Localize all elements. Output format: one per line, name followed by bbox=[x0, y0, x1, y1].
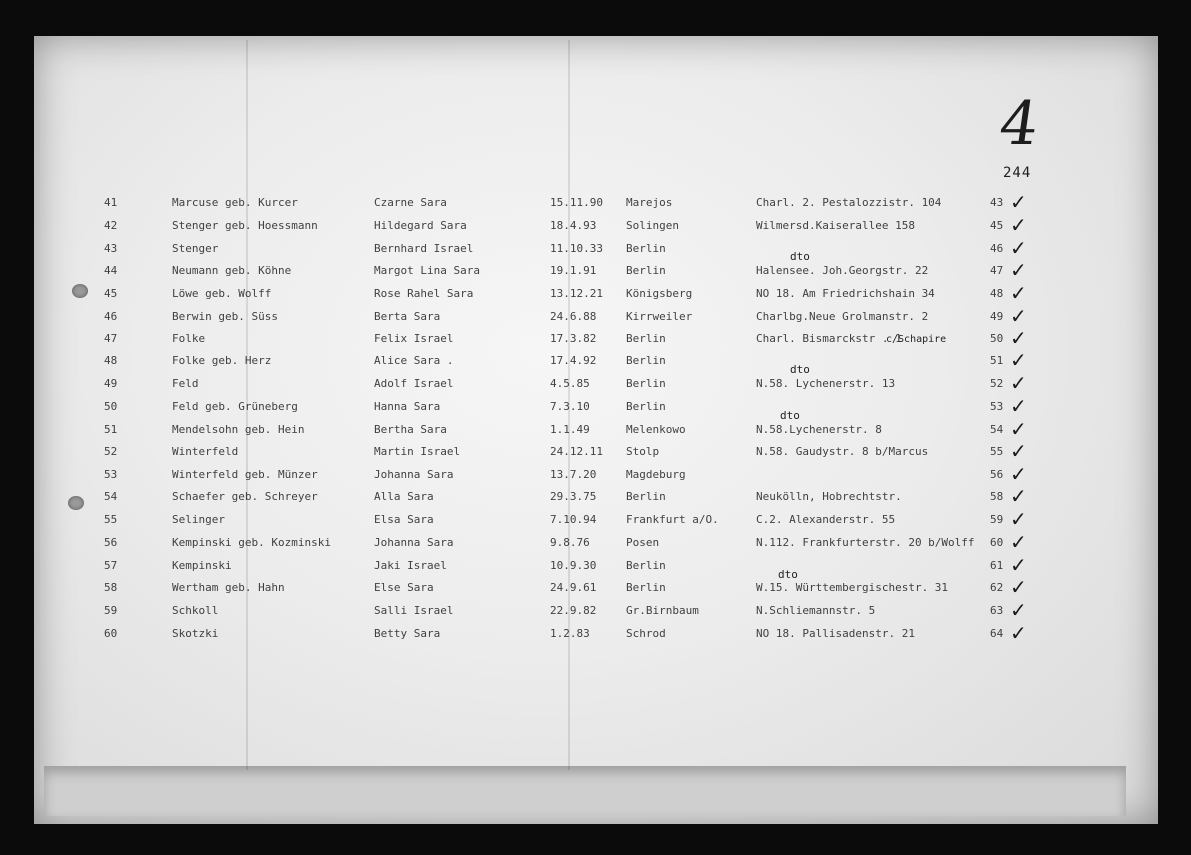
row-number: 60 bbox=[104, 627, 118, 640]
first-name: Bernhard Israel bbox=[374, 242, 474, 255]
page-number: 244 bbox=[1003, 165, 1032, 181]
row-number: 52 bbox=[104, 445, 118, 458]
address: Charl. 2. Pestalozzistr. 104 bbox=[756, 196, 942, 209]
row-number: 51 bbox=[104, 423, 118, 436]
first-name: Jaki Israel bbox=[374, 559, 447, 572]
birth-date: 11.10.33 bbox=[550, 242, 603, 255]
reference-number: 61 bbox=[990, 559, 1004, 572]
address: Wilmersd.Kaiserallee 158 bbox=[756, 219, 915, 232]
birth-place: Berlin bbox=[626, 559, 666, 572]
birth-date: 17.3.82 bbox=[550, 332, 597, 345]
address: Charl. Bismarckstr . 1 bbox=[756, 332, 902, 345]
birth-place: Schrod bbox=[626, 627, 666, 640]
birth-place: Stolp bbox=[626, 445, 660, 458]
row-number: 42 bbox=[104, 219, 118, 232]
birth-date: 1.1.49 bbox=[550, 423, 590, 436]
address: NO 18. Am Friedrichshain 34 bbox=[756, 287, 935, 300]
checkmark-icon: ✓ bbox=[1010, 213, 1027, 237]
reference-number: 62 bbox=[990, 581, 1004, 594]
surname: Feld geb. Grüneberg bbox=[172, 400, 298, 413]
first-name: Margot Lina Sara bbox=[374, 264, 480, 277]
reference-number: 51 bbox=[990, 354, 1004, 367]
first-name: Hanna Sara bbox=[374, 400, 441, 413]
row-number: 43 bbox=[104, 242, 118, 255]
surname: Folke geb. Herz bbox=[172, 354, 272, 367]
address: Charlbg.Neue Grolmanstr. 2 bbox=[756, 310, 929, 323]
surname: Marcuse geb. Kurcer bbox=[172, 196, 298, 209]
checkmark-icon: ✓ bbox=[1010, 598, 1027, 622]
reference-number: 53 bbox=[990, 400, 1004, 413]
birth-place: Königsberg bbox=[626, 287, 693, 300]
surname: Kempinski geb. Kozminski bbox=[172, 536, 331, 549]
row-number: 56 bbox=[104, 536, 118, 549]
birth-date: 24.6.88 bbox=[550, 310, 597, 323]
surname: Folke bbox=[172, 332, 206, 345]
first-name: Alice Sara . bbox=[374, 354, 454, 367]
address: N.Schliemannstr. 5 bbox=[756, 604, 876, 617]
checkmark-icon: ✓ bbox=[1010, 236, 1027, 260]
birth-date: 24.9.61 bbox=[550, 581, 597, 594]
table-row bbox=[0, 621, 1191, 647]
first-name: Berta Sara bbox=[374, 310, 441, 323]
first-name: Johanna Sara bbox=[374, 468, 454, 481]
first-name: Martin Israel bbox=[374, 445, 461, 458]
sheet-shadow-edge bbox=[44, 766, 1126, 816]
surname: Schkoll bbox=[172, 604, 219, 617]
birth-place: Posen bbox=[626, 536, 660, 549]
row-number: 47 bbox=[104, 332, 118, 345]
birth-date: 18.4.93 bbox=[550, 219, 597, 232]
surname: Feld bbox=[172, 377, 199, 390]
surname: Kempinski bbox=[172, 559, 232, 572]
first-name: Adolf Israel bbox=[374, 377, 454, 390]
birth-place: Gr.Birnbaum bbox=[626, 604, 699, 617]
checkmark-icon: ✓ bbox=[1010, 462, 1027, 486]
birth-date: 9.8.76 bbox=[550, 536, 590, 549]
surname: Winterfeld geb. Münzer bbox=[172, 468, 318, 481]
first-name: Salli Israel bbox=[374, 604, 454, 617]
birth-place: Berlin bbox=[626, 581, 666, 594]
birth-date: 10.9.30 bbox=[550, 559, 597, 572]
birth-date: 22.9.82 bbox=[550, 604, 597, 617]
birth-date: 19.1.91 bbox=[550, 264, 597, 277]
first-name: Else Sara bbox=[374, 581, 434, 594]
surname: Schaefer geb. Schreyer bbox=[172, 490, 318, 503]
first-name: Rose Rahel Sara bbox=[374, 287, 474, 300]
checkmark-icon: ✓ bbox=[1010, 530, 1027, 554]
birth-date: 15.11.90 bbox=[550, 196, 603, 209]
surname: Mendelsohn geb. Hein bbox=[172, 423, 305, 436]
checkmark-icon: ✓ bbox=[1010, 394, 1027, 418]
birth-place: Marejos bbox=[626, 196, 673, 209]
address: N.112. Frankfurterstr. 20 b/Wolff bbox=[756, 536, 975, 549]
reference-number: 47 bbox=[990, 264, 1004, 277]
birth-date: 17.4.92 bbox=[550, 354, 597, 367]
row-number: 41 bbox=[104, 196, 118, 209]
first-name: Betty Sara bbox=[374, 627, 441, 640]
reference-number: 49 bbox=[990, 310, 1004, 323]
reference-number: 63 bbox=[990, 604, 1004, 617]
row-number: 59 bbox=[104, 604, 118, 617]
first-name: Bertha Sara bbox=[374, 423, 447, 436]
surname: Löwe geb. Wolff bbox=[172, 287, 272, 300]
birth-place: Berlin bbox=[626, 242, 666, 255]
checkmark-icon: ✓ bbox=[1010, 439, 1027, 463]
birth-place: Berlin bbox=[626, 354, 666, 367]
surname: Stenger bbox=[172, 242, 219, 255]
birth-place: Frankfurt a/O. bbox=[626, 513, 719, 526]
birth-place: Kirrweiler bbox=[626, 310, 693, 323]
address: N.58. Gaudystr. 8 b/Marcus bbox=[756, 445, 929, 458]
checkmark-icon: ✓ bbox=[1010, 348, 1027, 372]
birth-place: Berlin bbox=[626, 332, 666, 345]
checkmark-icon: ✓ bbox=[1010, 258, 1027, 282]
row-number: 53 bbox=[104, 468, 118, 481]
birth-date: 24.12.11 bbox=[550, 445, 603, 458]
first-name: Johanna Sara bbox=[374, 536, 454, 549]
checkmark-icon: ✓ bbox=[1010, 484, 1027, 508]
ditto-mark: dto bbox=[780, 409, 800, 422]
birth-place: Berlin bbox=[626, 490, 666, 503]
surname: Skotzki bbox=[172, 627, 219, 640]
birth-date: 7.10.94 bbox=[550, 513, 597, 526]
reference-number: 48 bbox=[990, 287, 1004, 300]
checkmark-icon: ✓ bbox=[1010, 371, 1027, 395]
checkmark-icon: ✓ bbox=[1010, 575, 1027, 599]
checkmark-icon: ✓ bbox=[1010, 281, 1027, 305]
address-note: c/Schapire bbox=[886, 334, 947, 345]
ditto-mark: dto bbox=[790, 363, 810, 376]
first-name: Alla Sara bbox=[374, 490, 434, 503]
row-number: 58 bbox=[104, 581, 118, 594]
birth-date: 7.3.10 bbox=[550, 400, 590, 413]
birth-place: Solingen bbox=[626, 219, 679, 232]
birth-date: 13.12.21 bbox=[550, 287, 603, 300]
surname: Selinger bbox=[172, 513, 225, 526]
checkmark-icon: ✓ bbox=[1010, 417, 1027, 441]
row-number: 50 bbox=[104, 400, 118, 413]
first-name: Czarne Sara bbox=[374, 196, 447, 209]
reference-number: 52 bbox=[990, 377, 1004, 390]
first-name: Hildegard Sara bbox=[374, 219, 467, 232]
reference-number: 64 bbox=[990, 627, 1004, 640]
row-number: 49 bbox=[104, 377, 118, 390]
ditto-mark: dto bbox=[790, 250, 810, 263]
birth-date: 13.7.20 bbox=[550, 468, 597, 481]
birth-place: Magdeburg bbox=[626, 468, 686, 481]
checkmark-icon: ✓ bbox=[1010, 621, 1027, 645]
reference-number: 56 bbox=[990, 468, 1004, 481]
address: C.2. Alexanderstr. 55 bbox=[756, 513, 896, 526]
checkmark-icon: ✓ bbox=[1010, 326, 1027, 350]
reference-number: 54 bbox=[990, 423, 1004, 436]
birth-date: 29.3.75 bbox=[550, 490, 597, 503]
reference-number: 55 bbox=[990, 445, 1004, 458]
row-number: 45 bbox=[104, 287, 118, 300]
handwritten-page-mark: 4 bbox=[995, 89, 1044, 159]
surname: Winterfeld bbox=[172, 445, 239, 458]
address: N.58. Lychenerstr. 13 bbox=[756, 377, 896, 390]
address: Halensee. Joh.Georgstr. 22 bbox=[756, 264, 929, 277]
birth-place: Berlin bbox=[626, 400, 666, 413]
surname: Neumann geb. Köhne bbox=[172, 264, 292, 277]
checkmark-icon: ✓ bbox=[1010, 553, 1027, 577]
row-number: 46 bbox=[104, 310, 118, 323]
address: W.15. Württembergischestr. 31 bbox=[756, 581, 949, 594]
row-number: 57 bbox=[104, 559, 118, 572]
first-name: Elsa Sara bbox=[374, 513, 434, 526]
reference-number: 59 bbox=[990, 513, 1004, 526]
birth-place: Berlin bbox=[626, 377, 666, 390]
surname: Berwin geb. Süss bbox=[172, 310, 278, 323]
reference-number: 45 bbox=[990, 219, 1004, 232]
checkmark-icon: ✓ bbox=[1010, 507, 1027, 531]
reference-number: 50 bbox=[990, 332, 1004, 345]
reference-number: 43 bbox=[990, 196, 1004, 209]
ditto-mark: dto bbox=[778, 568, 798, 581]
row-number: 44 bbox=[104, 264, 118, 277]
checkmark-icon: ✓ bbox=[1010, 304, 1027, 328]
row-number: 55 bbox=[104, 513, 118, 526]
address: Neukölln, Hobrechtstr. bbox=[756, 490, 902, 503]
birth-date: 1.2.83 bbox=[550, 627, 590, 640]
reference-number: 46 bbox=[990, 242, 1004, 255]
birth-place: Berlin bbox=[626, 264, 666, 277]
row-number: 54 bbox=[104, 490, 118, 503]
surname: Stenger geb. Hoessmann bbox=[172, 219, 318, 232]
surname: Wertham geb. Hahn bbox=[172, 581, 285, 594]
first-name: Felix Israel bbox=[374, 332, 454, 345]
reference-number: 60 bbox=[990, 536, 1004, 549]
address: N.58.Lychenerstr. 8 bbox=[756, 423, 882, 436]
address: NO 18. Pallisadenstr. 21 bbox=[756, 627, 915, 640]
birth-place: Melenkowo bbox=[626, 423, 686, 436]
birth-date: 4.5.85 bbox=[550, 377, 590, 390]
reference-number: 58 bbox=[990, 490, 1004, 503]
row-number: 48 bbox=[104, 354, 118, 367]
checkmark-icon: ✓ bbox=[1010, 190, 1027, 214]
